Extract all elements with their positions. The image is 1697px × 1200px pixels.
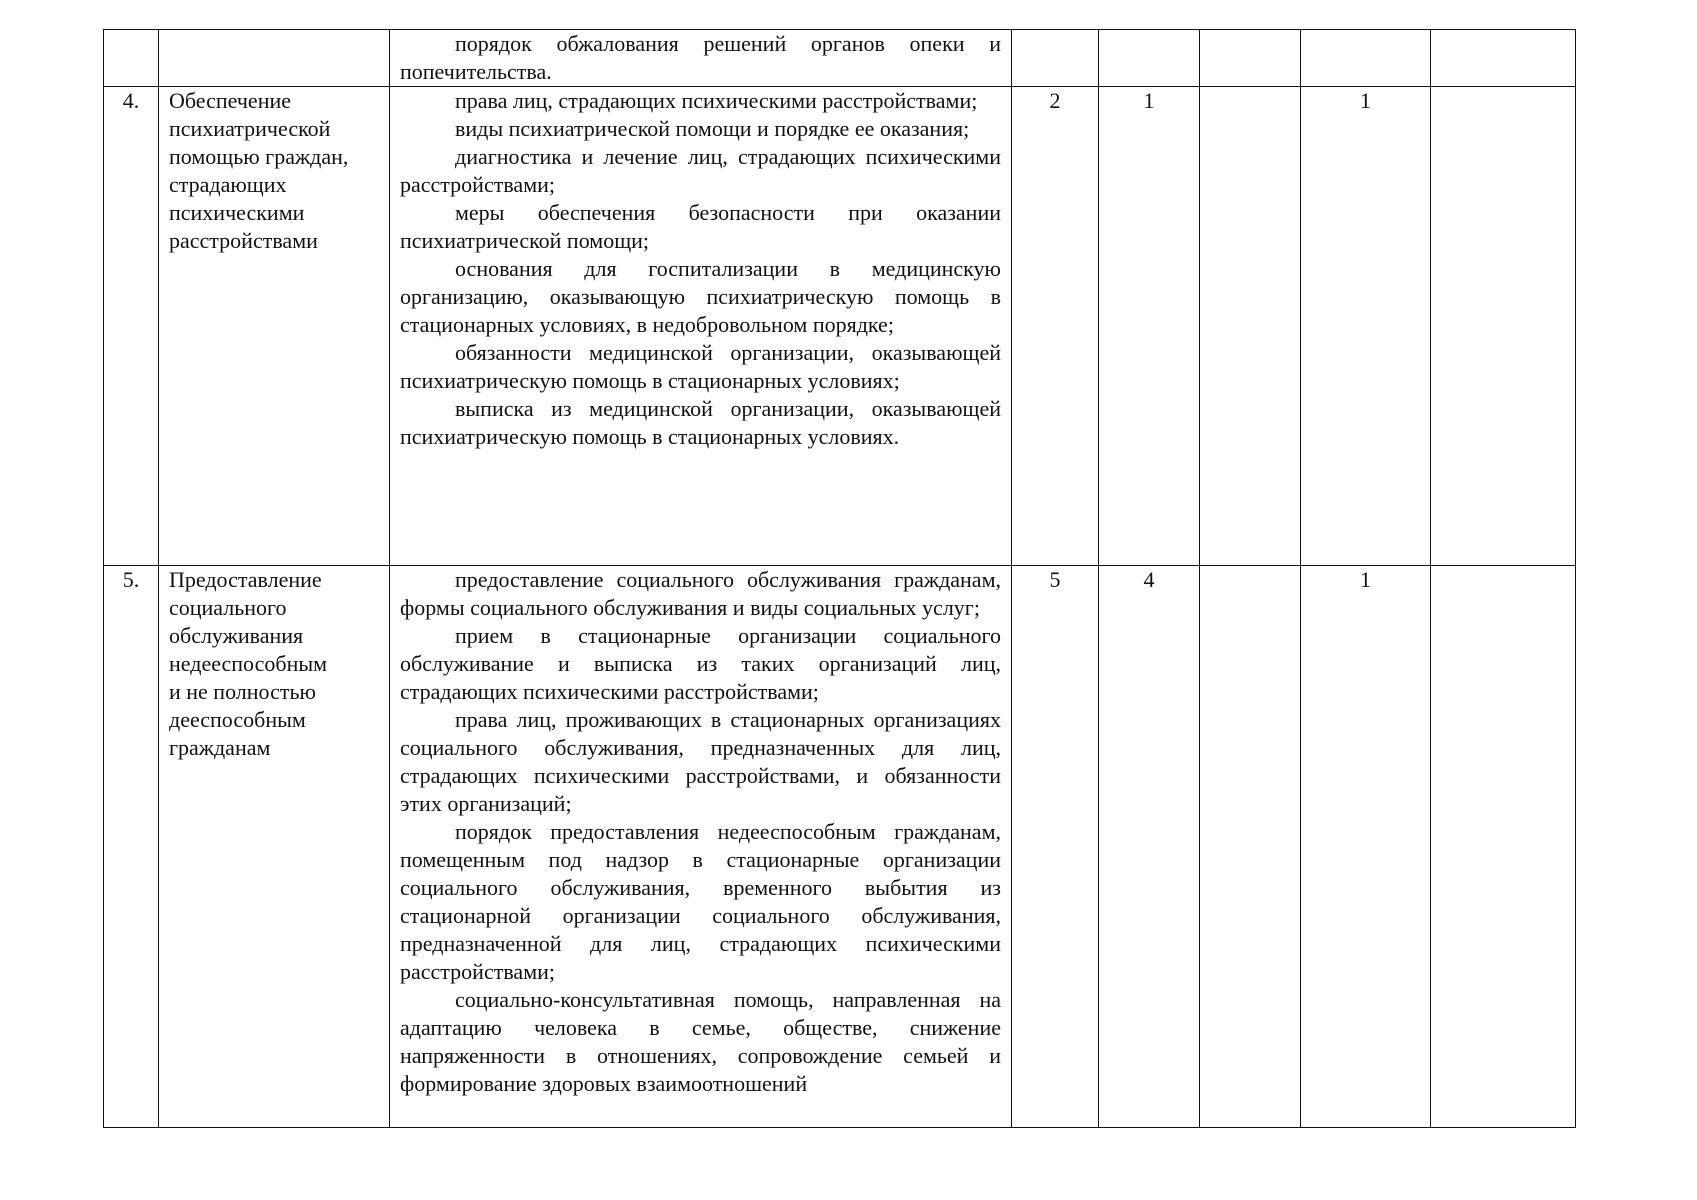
topic-name-cell bbox=[159, 87, 390, 566]
content-paragraph: основания для госпитализации в медицинскую организацию, оказывающую психиатрическую помощь в стационарных условиях, в недобровольном порядке; bbox=[400, 256, 1001, 337]
topic-name-line: и не полностью bbox=[169, 679, 316, 704]
topic-name-cell bbox=[159, 566, 390, 1128]
hours-col3-cell bbox=[1200, 87, 1301, 566]
curriculum-table bbox=[103, 29, 1576, 1128]
topic-name-line: дееспособным bbox=[169, 707, 306, 732]
content-paragraph: порядок предоставления недееспособным гражданам, помещенным под надзор в стационарные организации социального обслуживания, временного выбытия из стационарной организации социального обслуживания, предназначенной для лиц, страдающих психическими расстройствами; bbox=[400, 819, 1001, 984]
content-paragraph: порядок обжалования решений органов опеки и попечительства. bbox=[400, 31, 1001, 84]
hours-col2-cell: 4 bbox=[1099, 566, 1200, 1128]
topic-name-line: Обеспечение bbox=[169, 88, 291, 113]
content-paragraph: выписка из медицинской организации, оказывающей психиатрическую помощь в стационарных условиях. bbox=[400, 396, 1001, 449]
topic-name-line: психическими bbox=[169, 200, 305, 225]
row-number-cell bbox=[104, 30, 159, 87]
content-paragraph: права лиц, проживающих в стационарных организациях социального обслуживания, предназначенных для лиц, страдающих психическими расстройствами, и обязанности этих организаций; bbox=[400, 707, 1001, 816]
topic-name-line: помощью граждан, bbox=[169, 144, 349, 169]
content-paragraph: диагностика и лечение лиц, страдающих психическими расстройствами; bbox=[400, 144, 1001, 197]
topic-content-cell bbox=[390, 87, 1012, 566]
table-row bbox=[104, 87, 1576, 566]
content-paragraph: предоставление социального обслуживания гражданам, формы социального обслуживания и виды социальных услуг; bbox=[400, 567, 1001, 620]
topic-name-line: недееспособным bbox=[169, 651, 328, 676]
topic-name-line: социального bbox=[169, 595, 287, 620]
topic-name-cell bbox=[159, 30, 390, 87]
topic-name-line: Предоставление bbox=[169, 567, 322, 592]
hours-col5-cell bbox=[1431, 30, 1576, 87]
topic-content-cell bbox=[390, 30, 1012, 87]
content-paragraph: прием в стационарные организации социального обслуживание и выписка из таких организаций лиц, страдающих психическими расстройствами; bbox=[400, 623, 1001, 704]
content-paragraph: меры обеспечения безопасности при оказании психиатрической помощи; bbox=[400, 200, 1001, 253]
hours-col4-cell: 1 bbox=[1301, 87, 1431, 566]
topic-name-line: страдающих bbox=[169, 172, 287, 197]
hours-total-cell bbox=[1012, 30, 1099, 87]
hours-col4-cell: 1 bbox=[1301, 566, 1431, 1128]
hours-col4-cell bbox=[1301, 30, 1431, 87]
topic-name-line: расстройствами bbox=[169, 228, 318, 253]
content-paragraph: виды психиатрической помощи и порядке ее оказания; bbox=[455, 116, 970, 141]
row-number-cell: 4. bbox=[104, 87, 159, 566]
content-paragraph: обязанности медицинской организации, оказывающей психиатрическую помощь в стационарных условиях; bbox=[400, 340, 1001, 393]
hours-col2-cell bbox=[1099, 30, 1200, 87]
row-number-cell: 5. bbox=[104, 566, 159, 1128]
topic-content-cell bbox=[390, 566, 1012, 1128]
content-paragraph: социально-консультативная помощь, направленная на адаптацию человека в семье, обществе, снижение напряженности в отношениях, сопровождение семьей и формирование здоровых взаимоотношений bbox=[400, 987, 1001, 1096]
hours-total-cell: 5 bbox=[1012, 566, 1099, 1128]
hours-total-cell: 2 bbox=[1012, 87, 1099, 566]
topic-name-line: обслуживания bbox=[169, 623, 304, 648]
hours-col5-cell bbox=[1431, 87, 1576, 566]
hours-col3-cell bbox=[1200, 566, 1301, 1128]
hours-col2-cell: 1 bbox=[1099, 87, 1200, 566]
topic-name-line: гражданам bbox=[169, 735, 271, 760]
table-row bbox=[104, 30, 1576, 87]
topic-name-line: психиатрической bbox=[169, 116, 331, 141]
hours-col3-cell bbox=[1200, 30, 1301, 87]
table-row bbox=[104, 566, 1576, 1128]
content-paragraph: права лиц, страдающих психическими расстройствами; bbox=[455, 88, 978, 113]
hours-col5-cell bbox=[1431, 566, 1576, 1128]
